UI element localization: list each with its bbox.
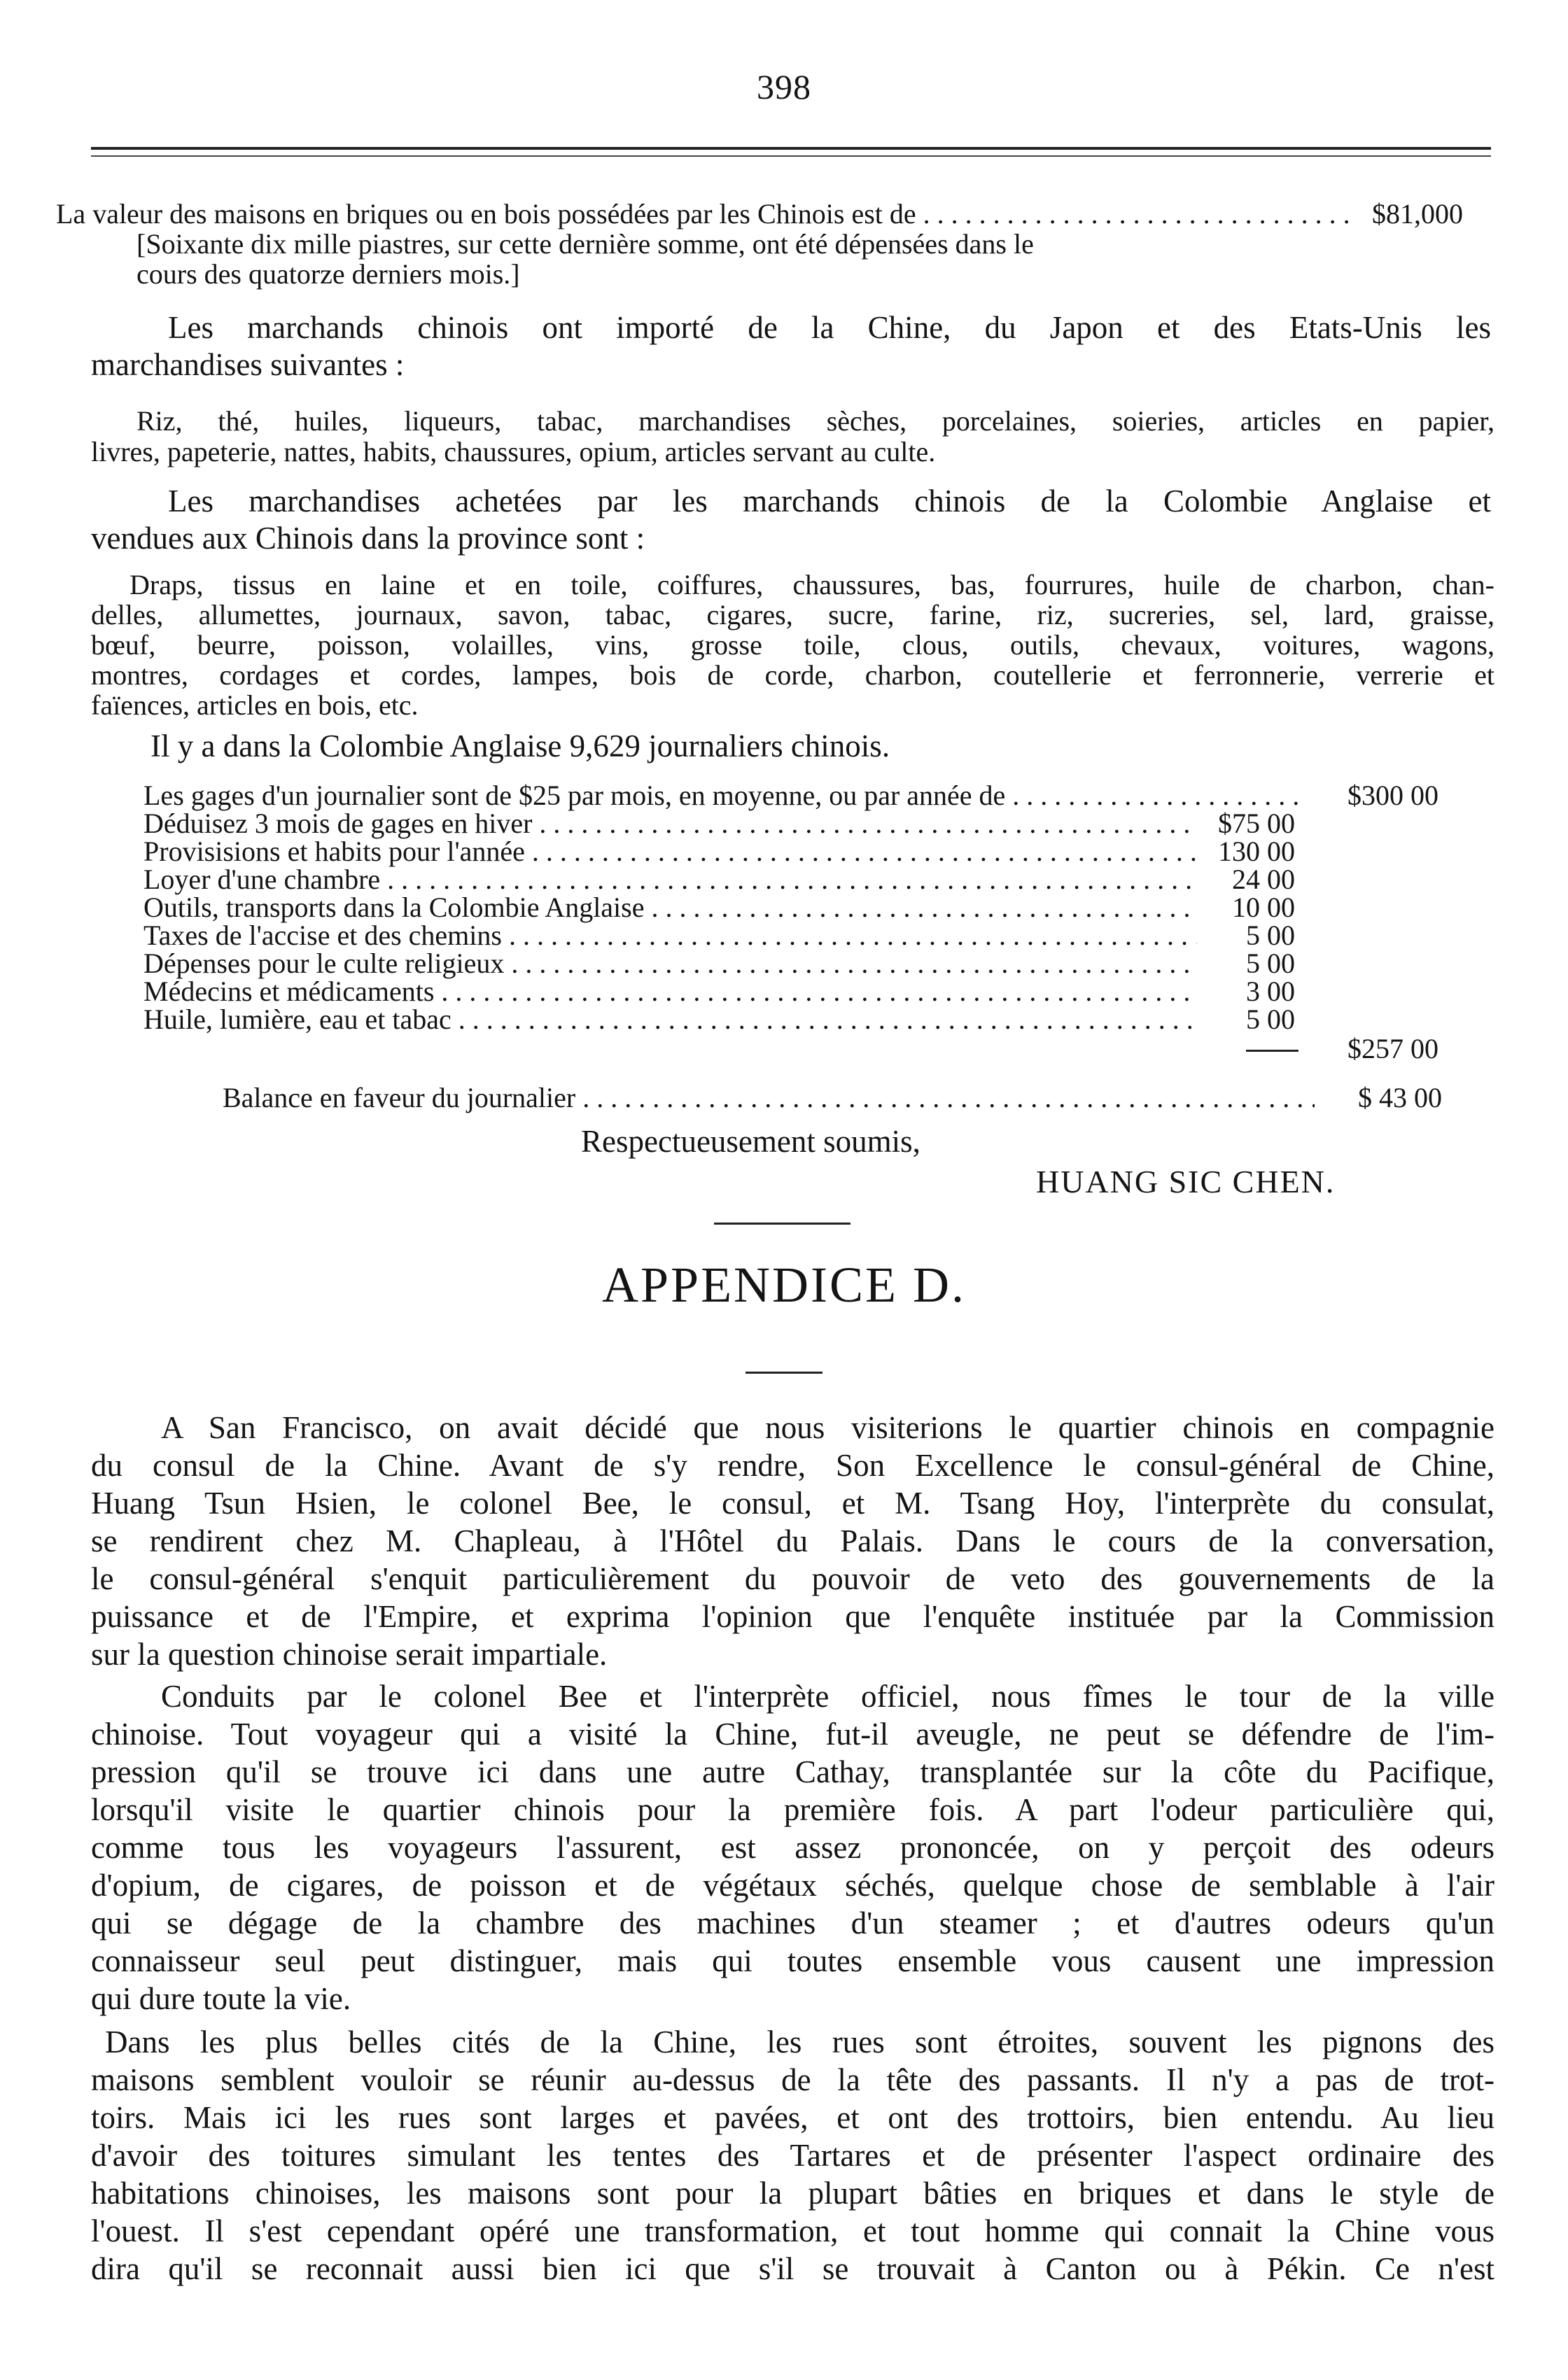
imported-list-line: livres, papeterie, nattes, habits, chaussures, opium, articles servant au culte. <box>91 436 936 467</box>
value-amount: $81,000 <box>1358 197 1463 230</box>
paragraph2-line: lorsqu'il visite le quartier chinois pour la première fois. A part l'odeur particulière qui, <box>91 1792 1494 1827</box>
expense-amount: 5 00 <box>1246 948 1295 979</box>
paragraph2-line: d'opium, de cigares, de poisson et de végétaux séchés, quelque chose de semblable à l'air <box>91 1868 1494 1903</box>
paragraph1-line: le consul-général s'enquit particulièrement du pouvoir de veto des gouvernements de la <box>91 1561 1494 1596</box>
value-note-line: [Soixante dix mille piastres, sur cette dernière somme, ont été dépensées dans le <box>136 228 1034 260</box>
expense-label: Médecins et médicaments <box>144 976 435 1007</box>
value-line <box>56 197 1358 230</box>
expense-row <box>144 1003 1197 1036</box>
total-rule <box>1246 1050 1298 1052</box>
expense-amount: 5 00 <box>1246 1004 1295 1035</box>
closing-line: Respectueusement soumis, <box>581 1124 920 1159</box>
appendix-title: APPENDICE D. <box>601 1257 967 1313</box>
expense-label: Outils, transports dans la Colombie Anglaise <box>144 892 645 923</box>
expense-amount: $75 00 <box>1218 808 1295 839</box>
imported-intro-line: marchandises suivantes : <box>91 347 405 382</box>
header-rule <box>91 147 1491 150</box>
expense-amount: 3 00 <box>1246 976 1295 1007</box>
imported-intro-line: Les marchands chinois ont importé de la Chine, du Japon et des Etats-Unis les <box>168 310 1491 345</box>
section-divider <box>714 1223 850 1225</box>
expenses-total: $257 00 <box>1348 1033 1438 1064</box>
page-number: 398 <box>757 67 811 106</box>
paragraph2-line: Conduits par le colonel Bee et l'interprète officiel, nous fîmes le tour de la ville <box>161 1679 1494 1714</box>
paragraph1-line: se rendirent chez M. Chapleau, à l'Hôtel du Palais. Dans le cours de la conversation, <box>91 1523 1494 1558</box>
paragraph1-line: Huang Tsun Hsien, le colonel Bee, le consul, et M. Tsang Hoy, l'interprète du consulat, <box>91 1486 1494 1521</box>
expense-label: Dépenses pour le culte religieux <box>144 948 505 979</box>
paragraph2-line: qui se dégage de la chambre des machines d'un steamer ; et d'autres odeurs qu'un <box>91 1906 1494 1941</box>
value-note-line: cours des quatorze derniers mois.] <box>136 258 520 290</box>
bought-intro-line: Les marchandises achetées par les marchands chinois de la Colombie Anglaise et <box>168 484 1491 519</box>
imported-list-line: Riz, thé, huiles, liqueurs, tabac, marchandises sèches, porcelaines, soieries, articles en papier, <box>136 405 1494 437</box>
paragraph3-line: dira qu'il se reconnait aussi bien ici que s'il se trouvait à Canton ou à Pékin. Ce n'est <box>91 2251 1494 2286</box>
value-line-label: La valeur des maisons en briques ou en bois possédées par les Chinois est de <box>56 198 916 230</box>
expense-amount: 24 00 <box>1232 864 1295 895</box>
paragraph3-line: l'ouest. Il s'est cependant opéré une transformation, et tout homme qui connait la Chine vous <box>91 2213 1494 2248</box>
paragraph3-line: Dans les plus belles cités de la Chine, les rues sont étroites, souvent les pignons des <box>105 2025 1494 2059</box>
paragraph2-line: pression qu'il se trouve ici dans une autre Cathay, transplantée sur la côte du Pacifique, <box>91 1754 1494 1789</box>
paragraph1-line: A San Francisco, on avait décidé que nous visiterions le quartier chinois en compagnie <box>161 1410 1494 1445</box>
paragraph3-line: habitations chinoises, les maisons sont pour la plupart bâties en briques et dans le style de <box>91 2176 1494 2211</box>
paragraph2-line: qui dure toute la vie. <box>91 1981 351 2016</box>
paragraph1-line: sur la question chinoise serait impartiale. <box>91 1637 608 1672</box>
paragraph2-line: chinoise. Tout voyageur qui a visité la Chine, fut-il aveugle, ne peut se défendre de l'im- <box>91 1717 1494 1752</box>
signature: HUANG SIC CHEN. <box>1036 1164 1336 1199</box>
bought-list-line: Draps, tissus en laine et en toile, coiffures, chaussures, bas, fourrures, huile de charbon, chan- <box>130 569 1494 600</box>
header-rule-thin <box>91 155 1491 157</box>
expense-label: Déduisez 3 mois de gages en hiver <box>144 808 533 839</box>
paragraph2-line: connaisseur seul peut distinguer, mais qui toutes ensemble vous causent une impression <box>91 1943 1494 1978</box>
title-divider <box>746 1372 822 1374</box>
expense-amount: 130 00 <box>1218 836 1295 867</box>
bought-list-line: montres, cordages et cordes, lampes, bois de corde, charbon, coutellerie et ferronnerie, verrerie et <box>91 659 1494 691</box>
bought-list-line: bœuf, beurre, poisson, volailles, vins, grosse toile, clous, outils, chevaux, voitures, wagons, <box>91 629 1494 661</box>
paragraph1-line: du consul de la Chine. Avant de s'y rendre, Son Excellence le consul-général de Chine, <box>91 1448 1494 1483</box>
paragraph2-line: comme tous les voyageurs l'assurent, est assez prononcée, on y perçoit des odeurs <box>91 1830 1494 1865</box>
paragraph3-line: maisons semblent vouloir se réunir au-dessus de la tête des passants. Il n'y a pas de trot- <box>91 2062 1494 2097</box>
expense-label: Provisisions et habits pour l'année <box>144 836 525 867</box>
wages-amount: $300 00 <box>1348 780 1438 811</box>
expense-label: Loyer d'une chambre <box>144 864 381 895</box>
expense-amount: 5 00 <box>1246 920 1295 951</box>
wages-label: Les gages d'un journalier sont de $25 par mois, en moyenne, ou par année de <box>144 780 1006 811</box>
paragraph3-line: toirs. Mais ici les rues sont larges et pavées, et ont des trottoirs, bien entendu. Au lieu <box>91 2100 1494 2135</box>
balance-amount: $ 43 00 <box>1358 1082 1442 1113</box>
expense-amount: 10 00 <box>1232 892 1295 923</box>
expense-label: Taxes de l'accise et des chemins <box>144 920 502 951</box>
bought-intro-line: vendues aux Chinois dans la province sont : <box>91 521 645 556</box>
balance-line <box>223 1081 1315 1114</box>
paragraph1-line: puissance et de l'Empire, et exprima l'opinion que l'enquête instituée par la Commission <box>91 1599 1494 1634</box>
balance-label: Balance en faveur du journalier <box>223 1082 576 1113</box>
paragraph3-line: d'avoir des toitures simulant les tentes des Tartares et de présenter l'aspect ordinaire des <box>91 2138 1494 2173</box>
expense-label: Huile, lumière, eau et tabac <box>144 1004 451 1035</box>
bought-list-line: delles, allumettes, journaux, savon, tabac, cigares, sucre, farine, riz, sucreries, sel, lard, graisse, <box>91 599 1494 631</box>
laborers-line: Il y a dans la Colombie Anglaise 9,629 journaliers chinois. <box>150 728 890 763</box>
bought-list-line: faïences, articles en bois, etc. <box>91 689 419 721</box>
